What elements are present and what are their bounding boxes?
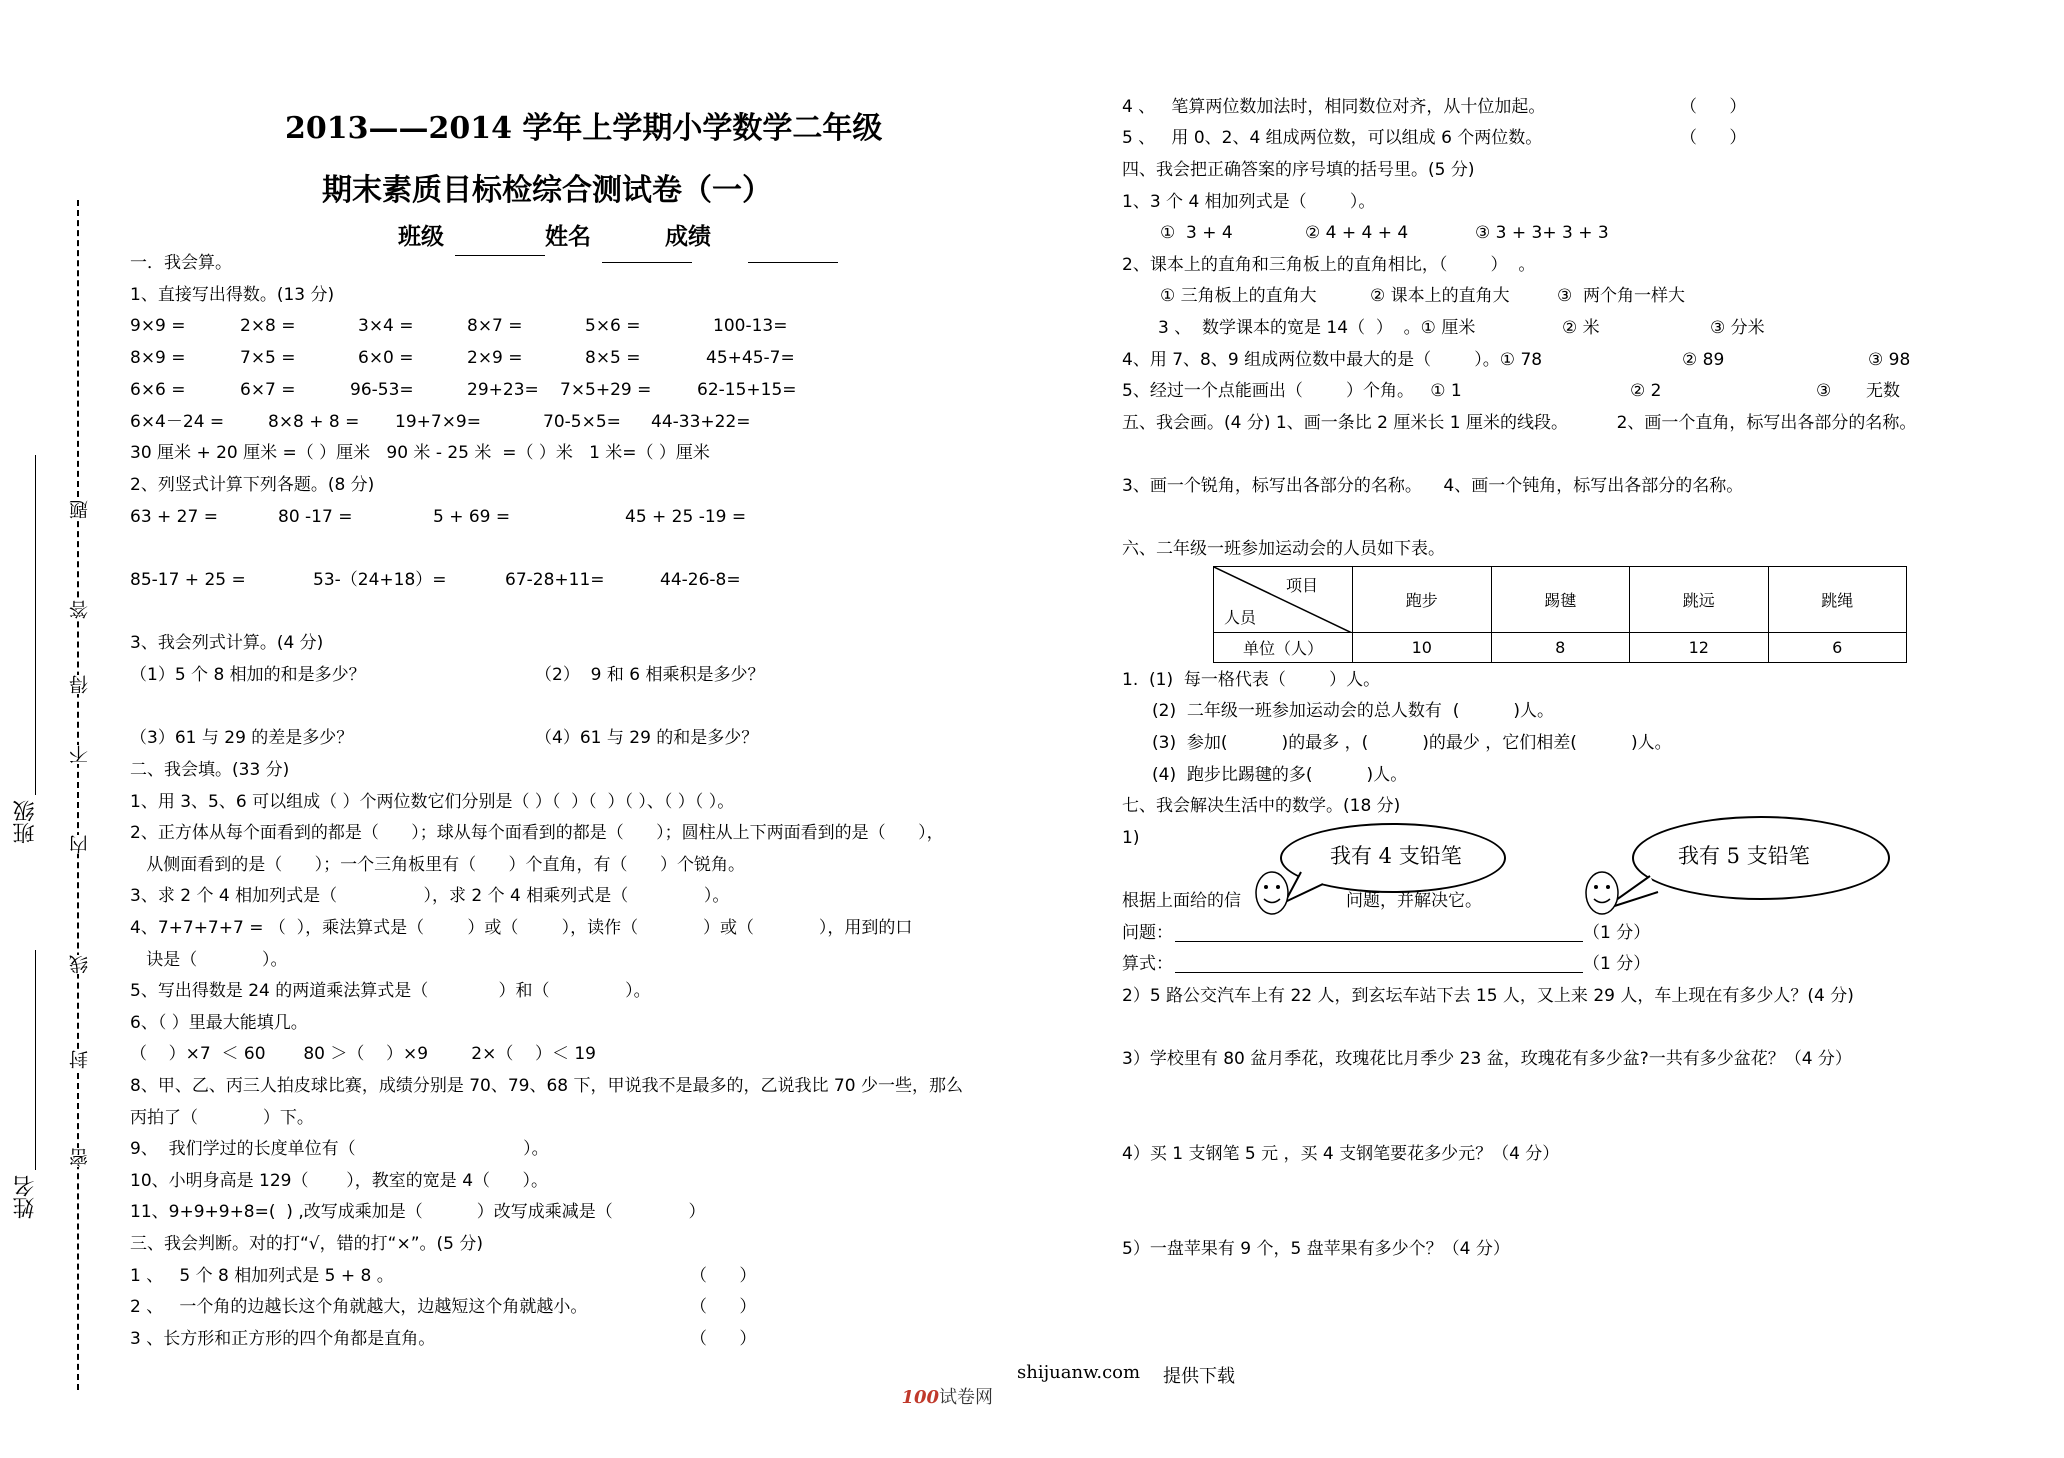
calc-r4-2: 8×8 + 8 = [268, 412, 360, 432]
value-running: 10 [1353, 633, 1492, 663]
side-class-line [35, 455, 36, 795]
header-name-line [602, 262, 692, 263]
fill-q8-line2: 丙拍了（ ）下。 [130, 1108, 314, 1128]
question-label: 问题： [1122, 923, 1173, 943]
diag-top-label: 项目 [1286, 576, 1319, 595]
bubble-1-tail [1283, 866, 1333, 906]
sports-table [1213, 566, 1907, 663]
choice-q4-opt3: ③ 98 [1868, 350, 1911, 370]
calc-r3-6: 62-15+15= [697, 380, 797, 400]
problem-1-instruction-b: 问题，并解决它。 [1346, 891, 1482, 911]
formula-points: （1 分） [1583, 954, 1651, 974]
choice-q2-opt2: ② 课本上的直角大 [1370, 286, 1510, 306]
judge-q5: 5 、 用 0、2、4 组成两位数，可以组成 6 个两位数。 [1122, 128, 1543, 148]
vertical-calc-6: 53-（24+18）= [313, 570, 447, 590]
calc-r2-1: 8×9 = [130, 348, 186, 368]
problem-1-number: 1) [1122, 828, 1140, 848]
fill-q3: 3、求 2 个 4 相加列式是（ ），求 2 个 4 相乘列式是（ ）。 [130, 886, 730, 906]
choice-q5: 5、经过一个点能画出（ ）个角。 ① 1 [1122, 381, 1462, 401]
calc-r3-4: 29+23= [467, 380, 539, 400]
calc-r2-2: 7×5 = [240, 348, 296, 368]
diag-bottom-label: 人员 [1224, 608, 1257, 627]
side-seal-char: 线 [66, 955, 93, 974]
question-points: （1 分） [1583, 923, 1651, 943]
side-seal-char: 密 [66, 1148, 93, 1167]
fill-q11: 11、9+9+9+8=( ) ,改写成乘加是（ ）改写成乘减是（ ） [130, 1202, 706, 1222]
side-seal-char: 封 [66, 1050, 93, 1069]
unit-conversion-row: 30 厘米 + 20 厘米 =（ ）厘米 90 米 - 25 米 =（ ）米 1 米=（ ）厘米 [130, 443, 710, 463]
vertical-calc-1: 63 + 27 = [130, 507, 218, 527]
calc-r1-4: 8×7 = [467, 316, 523, 336]
judge-q4-paren: （ ） [1680, 97, 1747, 117]
vertical-calc-8: 44-26-8= [660, 570, 741, 590]
fill-q2-line1: 2、正方体从每个面看到的都是（ ）；球从每个面看到的都是（ ）；圆柱从上下两面看到的是（ ）， [130, 823, 944, 843]
choice-q1-opt1: ① 3 + 4 [1160, 223, 1233, 243]
header-score-line [748, 262, 838, 263]
question-blank[interactable] [1175, 941, 1583, 942]
table-q3: (3) 参加( )的最多 ，( )的最少 ，它们相差( )人。 [1152, 733, 1672, 753]
calc-r1-1: 9×9 = [130, 316, 186, 336]
fill-q6: 6、（ ）里最大能填几。 [130, 1013, 308, 1033]
choice-q1: 1、3 个 4 相加列式是（ ）。 [1122, 192, 1376, 212]
logo-text: 试卷网 [939, 1387, 994, 1408]
fill-q2-line2: 从侧面看到的是（ ）；一个三角板里有（ ）个直角，有（ ）个锐角。 [130, 855, 745, 875]
judge-q3: 3 、长方形和正方形的四个角都是直角。 [130, 1329, 436, 1349]
footer-logo [890, 1362, 993, 1409]
side-name-line [35, 950, 36, 1170]
side-seal-char: 答 [66, 600, 93, 619]
section-5-line2: 3、画一个锐角，标写出各部分的名称。 4、画一个钝角，标写出各部分的名称。 [1122, 476, 1744, 496]
logo-number: 100 [901, 1387, 940, 1408]
calc-r3-2: 6×7 = [240, 380, 296, 400]
problem-1-instruction-a: 根据上面给的信 [1122, 891, 1241, 911]
side-name-label: 姓名 [13, 1175, 38, 1219]
judge-q3-paren: （ ） [690, 1329, 757, 1349]
calc-r3-5: 7×5+29 = [560, 380, 652, 400]
fill-q1: 1、用 3、5、6 可以组成（ ）个两位数它们分别是（ ）（ ）（ ）（ ）、（ ）（ ）。 [130, 792, 735, 812]
judge-q1-paren: （ ） [690, 1266, 757, 1286]
choice-q4-opt2: ② 89 [1682, 350, 1725, 370]
fill-q4-line1: 4、7+7+7+7 = （ ），乘法算式是（ ）或（ ），读作（ ）或（ ），用到的口 [130, 918, 913, 938]
bubble-1-text: 我有 4 支铅笔 [1330, 844, 1462, 868]
vertical-calc-2: 80 -17 = [278, 507, 353, 527]
choice-q1-opt3: ③ 3 + 3+ 3 + 3 [1475, 223, 1609, 243]
choice-q4: 4、用 7、8、9 组成两位数中最大的是（ ）。① 78 [1122, 350, 1543, 370]
calc-r1-5: 5×6 = [585, 316, 641, 336]
vertical-calc-7: 67-28+11= [505, 570, 605, 590]
fill-q9: 9、 我们学过的长度单位有（ ）。 [130, 1139, 549, 1159]
header-class-line [455, 255, 545, 256]
calc-r1-6: 100-13= [713, 316, 788, 336]
header-score-label: 成绩 [665, 224, 711, 250]
fill-q4-line2: 诀是（ ）。 [130, 950, 288, 970]
footer-site-link[interactable]: shijuanw.com [1017, 1362, 1141, 1383]
calc-r1-2: 2×8 = [240, 316, 296, 336]
table-q4: (4) 跑步比踢毽的多( )人。 [1152, 765, 1408, 785]
section-3-heading: 三、我会判断。对的打“√，错的打“×”。(5 分) [130, 1234, 483, 1254]
formula-label: 算式： [1122, 954, 1173, 974]
problem-2: 2）5 路公交汽车上有 22 人，到玄坛车站下去 15 人，又上来 29 人，车上现在有多少人？(4 分) [1122, 986, 1854, 1006]
section-7-heading: 七、我会解决生活中的数学。(18 分) [1122, 796, 1401, 816]
section-1-heading: 一．我会算。 [130, 253, 232, 273]
table-q2: (2) 二年级一班参加运动会的总人数有 ( )人。 [1152, 701, 1554, 721]
fill-q6-items: （ ）×7 ＜ 60 80 ＞（ ）×9 2×（ ）＜ 19 [130, 1044, 596, 1064]
fill-q8-line1: 8、甲、乙、丙三人拍皮球比赛，成绩分别是 70、79、68 下，甲说我不是最多的，乙说我比 70 少一些，那么 [130, 1076, 963, 1096]
problem-5: 5）一盘苹果有 9 个，5 盘苹果有多少个？（4 分） [1122, 1239, 1510, 1259]
table-q1: 1. (1) 每一格代表（ ）人。 [1122, 670, 1381, 690]
calc-r2-6: 45+45-7= [706, 348, 795, 368]
col-header-shuttlecock: 踢毽 [1491, 567, 1630, 633]
table-diagonal-header [1214, 567, 1353, 633]
fill-q10: 10、小明身高是 129（ ），教室的宽是 4（ ）。 [130, 1171, 548, 1191]
value-shuttlecock: 8 [1491, 633, 1630, 663]
choice-q3: 3 、 数学课本的宽是 14（ ） 。① 厘米 [1158, 318, 1476, 338]
smiley-face-icon [1584, 870, 1620, 916]
calc-r2-4: 2×9 = [467, 348, 523, 368]
choice-q2: 2、课本上的直角和三角板上的直角相比，（ ） 。 [1122, 255, 1536, 275]
formula-q2: （2） 9 和 6 相乘积是多少？ [535, 665, 765, 685]
choice-q2-opt3: ③ 两个角一样大 [1557, 286, 1686, 306]
calc-r2-5: 8×5 = [585, 348, 641, 368]
side-class-label: 班级 [13, 800, 38, 844]
value-long-jump: 12 [1630, 633, 1769, 663]
section-5-line1: 五、我会画。(4 分) 1、画一条比 2 厘米长 1 厘米的线段。 2、画一个直角，标写出各部分的名称。 [1122, 413, 1917, 433]
side-seal-char: 题 [66, 500, 93, 519]
judge-q4: 4 、 笔算两位数加法时，相同数位对齐，从十位加起。 [1122, 97, 1546, 117]
row-label-unit: 单位（人） [1214, 633, 1353, 663]
problem-4: 4）买 1 支钢笔 5 元 ，买 4 支钢笔要花多少元？（4 分） [1122, 1144, 1560, 1164]
choice-q3-opt2: ② 米 [1562, 318, 1600, 338]
fill-q5: 5、写出得数是 24 的两道乘法算式是（ ）和（ ）。 [130, 981, 651, 1001]
calc-r1-3: 3×4 = [358, 316, 414, 336]
calc-r4-1: 6×4－24 = [130, 412, 225, 432]
judge-q2: 2 、 一个角的边越长这个角就越大，边越短这个角就越小。 [130, 1297, 588, 1317]
col-header-running: 跑步 [1353, 567, 1492, 633]
section-2-heading: 二、我会填。(33 分) [130, 760, 290, 780]
q1-1-heading: 1、直接写出得数。(13 分) [130, 285, 335, 305]
section-4-heading: 四、我会把正确答案的序号填的括号里。(5 分) [1122, 160, 1475, 180]
binding-dashed-line [77, 200, 79, 1390]
footer-provide-text: 提供下载 [1163, 1366, 1235, 1387]
judge-q5-paren: （ ） [1680, 128, 1747, 148]
choice-q2-opt1: ① 三角板上的直角大 [1160, 286, 1317, 306]
exam-title-line2: 期末素质目标检综合测试卷（一） [322, 173, 772, 208]
choice-q3-opt3: ③ 分米 [1710, 318, 1765, 338]
header-name-label: 姓名 [545, 224, 591, 250]
choice-q5-opt3-text: 无数 [1866, 381, 1900, 401]
bubble-2-text: 我有 5 支铅笔 [1678, 844, 1810, 868]
problem-3: 3）学校里有 80 盆月季花，玫瑰花比月季少 23 盆，玫瑰花有多少盆?一共有多少盆花？（4 分） [1122, 1049, 1852, 1069]
calc-r4-5: 44-33+22= [651, 412, 751, 432]
q1-3-heading: 3、我会列式计算。(4 分) [130, 633, 324, 653]
choice-q5-opt3: ③ [1816, 381, 1832, 401]
formula-q4: （4）61 与 29 的和是多少？ [535, 728, 759, 748]
judge-q2-paren: （ ） [690, 1297, 757, 1317]
section-6-heading: 六、二年级一班参加运动会的人员如下表。 [1122, 539, 1445, 559]
formula-q3: （3）61 与 29 的差是多少？ [130, 728, 354, 748]
calc-r4-4: 70-5×5= [543, 412, 621, 432]
calc-r4-3: 19+7×9= [395, 412, 481, 432]
judge-q1: 1 、 5 个 8 相加列式是 5 + 8 。 [130, 1266, 394, 1286]
calc-r3-3: 96-53= [350, 380, 414, 400]
choice-q5-opt2: ② 2 [1630, 381, 1662, 401]
vertical-calc-5: 85-17 + 25 = [130, 570, 246, 590]
side-seal-char: 内 [66, 835, 93, 854]
side-seal-char: 得 [66, 675, 93, 694]
calc-r3-1: 6×6 = [130, 380, 186, 400]
formula-q1: （1）5 个 8 相加的和是多少？ [130, 665, 366, 685]
smiley-face-icon [1254, 870, 1290, 916]
calc-r2-3: 6×0 = [358, 348, 414, 368]
side-seal-char: 不 [66, 745, 93, 764]
choice-q1-opt2: ② 4 + 4 + 4 [1305, 223, 1409, 243]
q1-2-heading: 2、列竖式计算下列各题。(8 分) [130, 475, 375, 495]
col-header-long-jump: 跳远 [1630, 567, 1769, 633]
formula-blank[interactable] [1175, 972, 1583, 973]
value-rope-skip: 6 [1768, 633, 1907, 663]
col-header-rope-skip: 跳绳 [1768, 567, 1907, 633]
header-class-label: 班级 [398, 224, 444, 250]
vertical-calc-4: 45 + 25 -19 = [625, 507, 747, 527]
vertical-calc-3: 5 + 69 = [433, 507, 511, 527]
exam-title-line1: 2013——2014 学年上学期小学数学二年级 [285, 111, 883, 146]
